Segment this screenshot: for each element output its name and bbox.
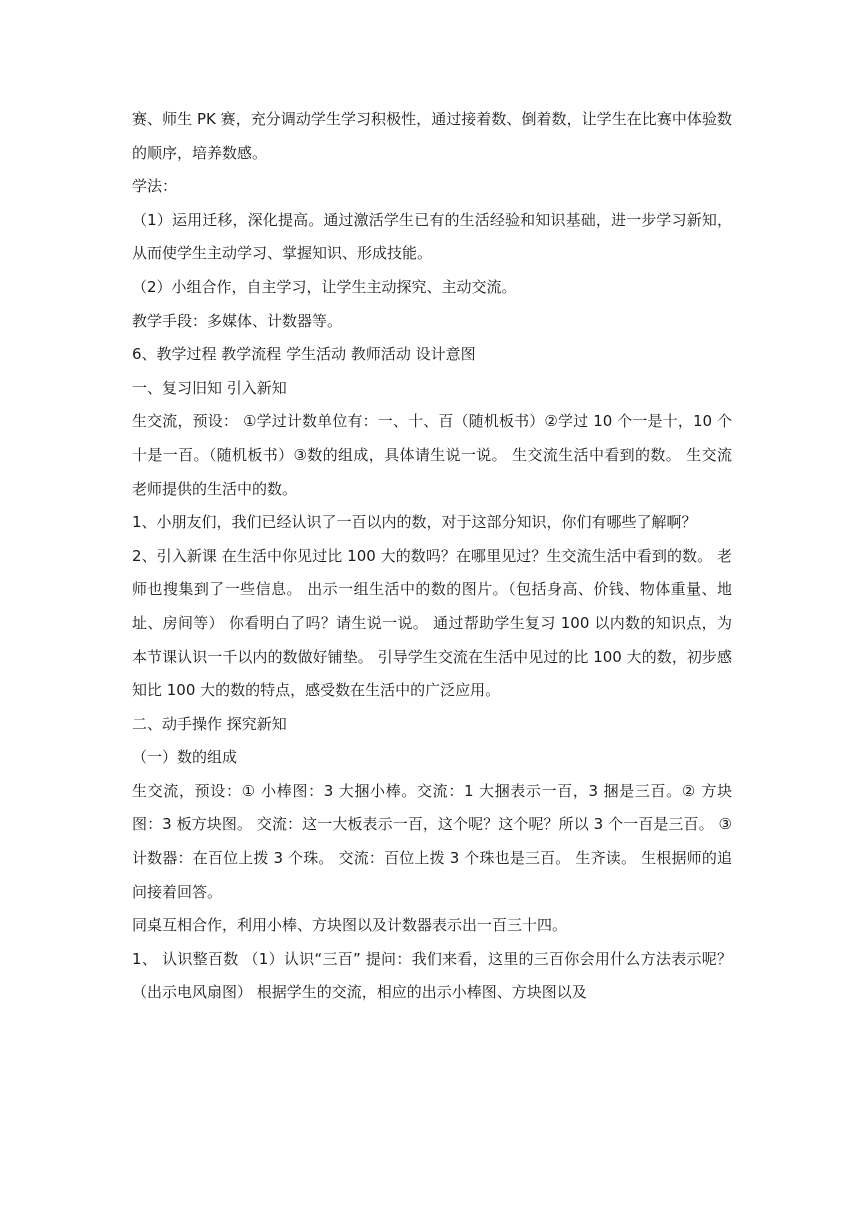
paragraph-whole-hundreds: 1、 认识整百数 （1）认识“三百” 提问：我们来看，这里的三百你会用什么方法表示呢？（出示电风扇图） 根据学生的交流，相应的出示小棒图、方块图以及 [132, 949, 732, 1002]
paragraph-step-2-new-lesson: 2、引入新课 在生活中你见过比 100 大的数吗？在哪里见过？生交流生活中看到的数。 老师也搜集到了一些信息。 出示一组生活中的数的图片。（包括身高、价钱、物体重量、地址、房间等） 你看明白了吗？请生说一说。 通过帮助学生复习 100 以内数的知识点，为本节课认识一千以内的数做好铺垫。 引导学生交流在生活中见过的比 100 大的数，初步感知比 100 大的数的特点，感受数在生活中的广泛应用。 [132, 546, 732, 700]
paragraph-student-exchange-review: 生交流，预设： ①学过计数单位有：一、十、百（随机板书）②学过 10 个一是十，10 个十是一百。（随机板书）③数的组成，具体请生说一说。 生交流生活中看到的数。 生交流老师提供的生活中的数。 [132, 412, 732, 498]
paragraph-teaching-means: 教学手段：多媒体、计数器等。 [132, 311, 343, 330]
paragraph-partner-work: 同桌互相合作，利用小棒、方块图以及计数器表示出一百三十四。 [132, 916, 568, 935]
paragraph-teaching-activity: 赛、师生 PK 赛，充分调动学生学习积极性，通过接着数、倒着数，让学生在比赛中体验数的顺序，培养数感。 [132, 110, 732, 162]
subsection-heading-number-composition: （一）数的组成 [132, 748, 238, 767]
paragraph-study-method-heading: 学法： [132, 177, 178, 196]
paragraph-study-method-1: （1）运用迁移，深化提高。通过激活学生已有的生活经验和知识基础，进一步学习新知，从而使学生主动学习、掌握知识、形成技能。 [132, 210, 732, 263]
section-heading-explore: 二、动手操作 探究新知 [132, 714, 287, 733]
paragraph-step-1: 1、小朋友们，我们已经认识了一百以内的数，对于这部分知识，你们有哪些了解啊？ [132, 513, 697, 532]
paragraph-student-exchange-composition: 生交流，预设：① 小棒图：3 大捆小棒。交流：1 大捆表示一百，3 捆是三百。② 方块图：3 板方块图。 交流：这一大板表示一百，这个呢？这个呢？所以 3 个一百是三百。 ③计数器：在百位上拨 3 个珠。 交流：百位上拨 3 个珠也是三百。 生齐读。 生根据师的追问接着回答。 [132, 781, 732, 901]
paragraph-study-method-2: （2）小组合作，自主学习，让学生主动探究、主动交流。 [132, 277, 517, 296]
document-page [132, 103, 732, 1010]
paragraph-teaching-process-heading: 6、教学过程 教学流程 学生活动 教师活动 设计意图 [132, 345, 476, 364]
section-heading-review: 一、复习旧知 引入新知 [132, 378, 287, 397]
